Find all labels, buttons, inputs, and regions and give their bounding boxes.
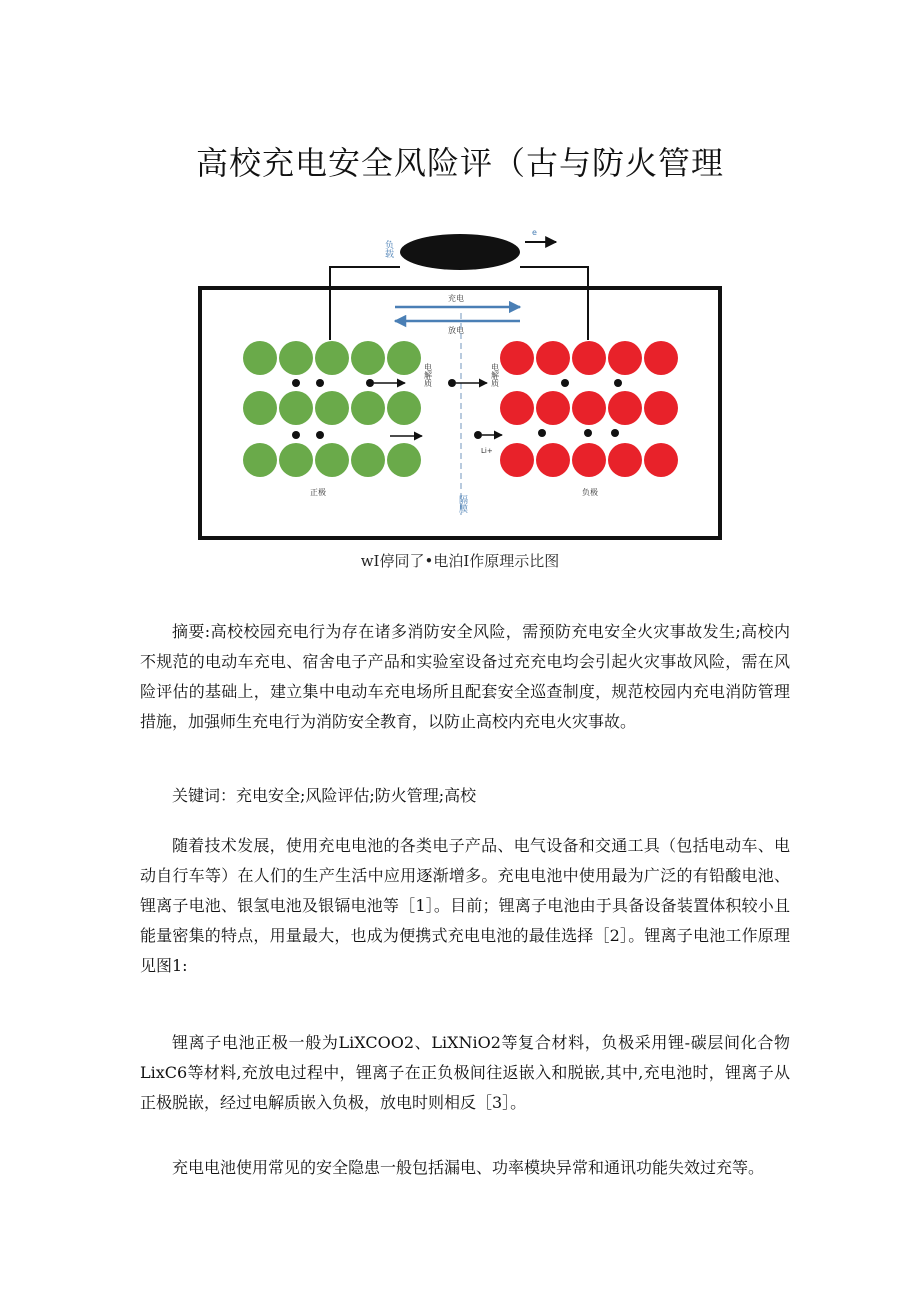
negative-particle (644, 443, 678, 477)
positive-particle (315, 391, 349, 425)
abstract-paragraph: 摘要:高校校园充电行为存在诸多消防安全风险，需预防充电安全火灾事故发生;高校内不规范的电动车充电、宿舍电子产品和实验室设备过充充电均会引起火灾事故风险，需在风险评估的基础上，建立集中电动车充电场所且配套安全巡查制度，规范校园内充电消防管理措施，加强师生充电行为消防安全教育，以防止高校内充电火灾事故。 (140, 622, 790, 731)
separator-label: 隔膜 (457, 495, 467, 513)
electrolyte-label-right: 电解质 (490, 363, 500, 387)
negative-particle (500, 391, 534, 425)
body-paragraph: 随着技术发展，使用充电电池的各类电子产品、电气设备和交通工具（包括电动车、电动自行车等）在人们的生产生活中应用逐渐增多。充电电池中使用最为广泛的有铅酸电池、锂离子电池、银氢电池及银镉电池等［1］。目前；锂离子电池由于具备设备装置体积较小且能量密集的特点，用量最大，也成为便携式充电电池的最佳选择［2］。锂离子电池工作原理见图1: (140, 836, 790, 975)
lithium-ion (316, 431, 324, 439)
document-title: 高校充电安全风险评（古与防火管理 (195, 144, 724, 182)
negative-particle (644, 341, 678, 375)
negative-particle (644, 391, 678, 425)
positive-electrode (243, 341, 421, 477)
positive-particle (243, 391, 277, 425)
negative-particle (536, 341, 570, 375)
negative-label: 负极 (582, 488, 598, 497)
li-label: Li+ (481, 447, 493, 455)
discharge-label: 放电 (448, 326, 464, 335)
current-label: e (532, 228, 537, 237)
body-paragraph: 充电电池使用常见的安全隐患一般包括漏电、功率模块异常和通讯功能失效过充等。 (172, 1158, 765, 1177)
load-ellipse (400, 234, 520, 270)
positive-particle (351, 391, 385, 425)
lithium-ion (584, 429, 592, 437)
lithium-ion (366, 379, 374, 387)
negative-particle (608, 341, 642, 375)
positive-particle (387, 341, 421, 375)
load-label: 负载 (383, 240, 393, 258)
negative-particle (572, 341, 606, 375)
negative-electrode (500, 341, 678, 477)
lithium-ion (614, 379, 622, 387)
positive-particle (351, 341, 385, 375)
positive-label: 正极 (310, 488, 326, 497)
lithium-ion (561, 379, 569, 387)
electrolyte-label-left: 电解质 (423, 363, 433, 387)
negative-particle (572, 391, 606, 425)
negative-particle (500, 341, 534, 375)
circuit-wire (330, 267, 400, 340)
positive-particle (351, 443, 385, 477)
figure-caption: wI停同了•电泊I作原理示比图 (360, 552, 560, 570)
positive-particle (315, 341, 349, 375)
lithium-ion (448, 379, 456, 387)
positive-particle (387, 443, 421, 477)
positive-particle (243, 341, 277, 375)
lithium-ion (316, 379, 324, 387)
positive-particle (387, 391, 421, 425)
body-paragraph: 锂离子电池正极一般为LiXCOO2、LiXNiO2等复合材料，负极采用锂-碳层间化合物LixC6等材料,充放电过程中，锂离子在正负极间往返嵌入和脱嵌,其中,充电池时，锂离子从正极脱嵌，经过电解质嵌入负极，放电时则相反［3］。 (140, 1033, 790, 1112)
positive-particle (279, 341, 313, 375)
positive-particle (315, 443, 349, 477)
charge-label: 充电 (448, 294, 464, 303)
lithium-ion (611, 429, 619, 437)
negative-particle (572, 443, 606, 477)
battery-diagram (190, 215, 730, 545)
keywords-paragraph: 关键词：充电安全;风险评估;防火管理;高校 (172, 786, 477, 805)
lithium-ion (474, 431, 482, 439)
circuit-wire (520, 267, 588, 340)
negative-particle (536, 443, 570, 477)
lithium-ion (292, 379, 300, 387)
negative-particle (608, 443, 642, 477)
negative-particle (536, 391, 570, 425)
positive-particle (279, 391, 313, 425)
positive-particle (279, 443, 313, 477)
positive-particle (243, 443, 277, 477)
negative-particle (500, 443, 534, 477)
negative-particle (608, 391, 642, 425)
lithium-ion (538, 429, 546, 437)
lithium-ion (292, 431, 300, 439)
